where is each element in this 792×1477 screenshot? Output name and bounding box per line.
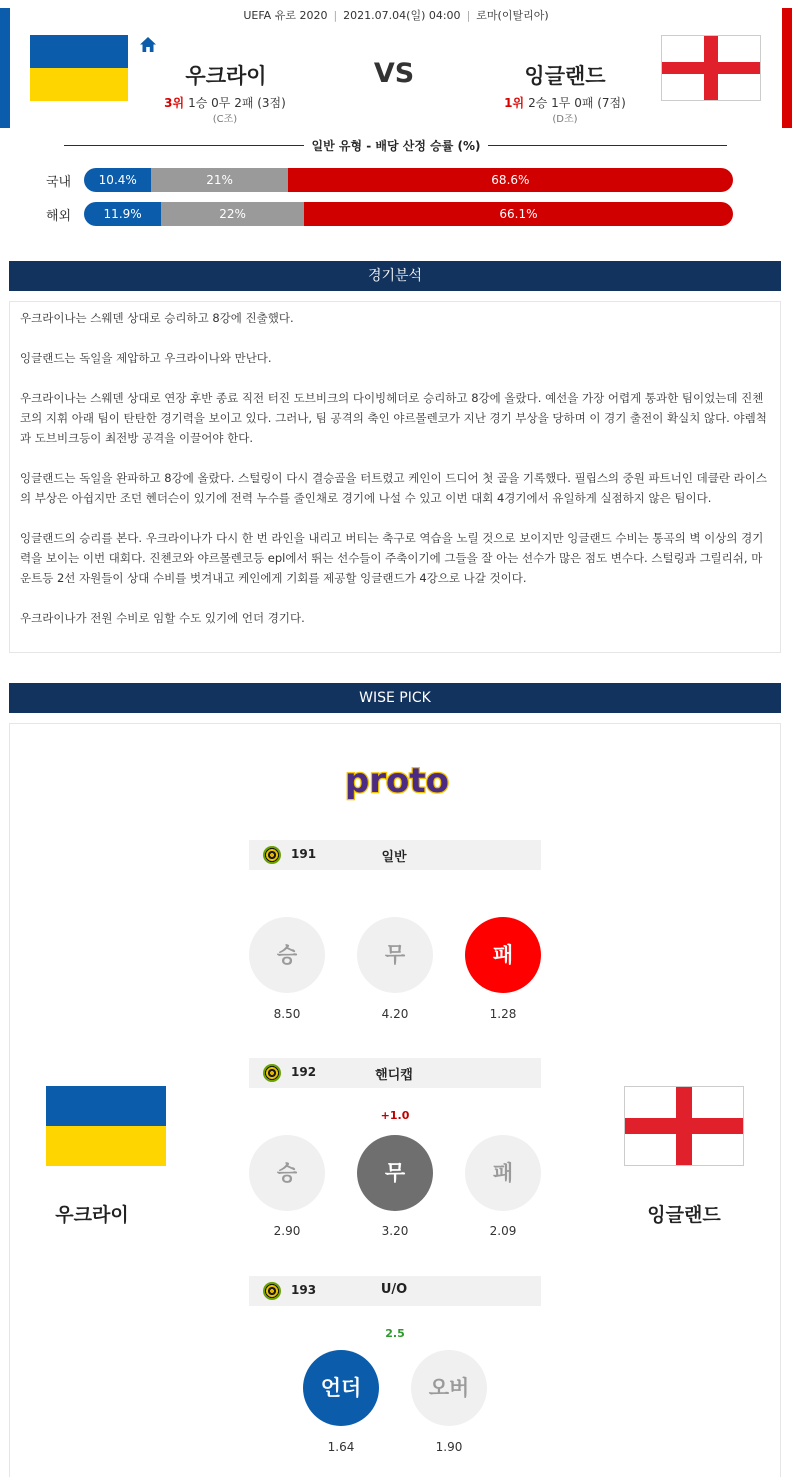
- odds-value: 1.28: [489, 1007, 517, 1021]
- pick-over[interactable]: 오버: [411, 1350, 487, 1426]
- game-header-192: [249, 1058, 541, 1088]
- away-record-text: 2승 1무 0패 (7점): [528, 96, 626, 110]
- away-group: (D조): [552, 114, 578, 125]
- match-venue: 로마(이탈리아): [476, 9, 549, 22]
- home-side-accent: [0, 8, 10, 128]
- target-icon: [263, 1282, 281, 1300]
- pick-under[interactable]: 언더: [303, 1350, 379, 1426]
- game-type: 일반: [381, 850, 407, 865]
- odds-rate-title: 일반 유형 - 배당 산정 승률 (%): [0, 137, 792, 154]
- odds-value: 2.90: [273, 1224, 301, 1238]
- ukraine-flag: [46, 1086, 166, 1166]
- league-name: UEFA 유로 2020: [243, 9, 328, 22]
- home-icon[interactable]: [139, 36, 157, 54]
- handicap-line: +1.0: [380, 1109, 410, 1122]
- home-group: (C조): [212, 114, 238, 125]
- win-segment: 11.9%: [84, 202, 161, 226]
- home-team-name: 우크라이: [55, 1204, 129, 1226]
- odds-value: 4.20: [381, 1007, 409, 1021]
- analysis-paragraph: 잉글랜드는 독일을 완파하고 8강에 올랐다. 스털링이 다시 결승골을 터트렸고 케인이 드디어 첫 골을 기록했다. 필립스의 중원 파트너인 데클란 라이스의 부상은 아쉽지만 조던 헨더슨이 있기에 전력 누수를 줄인채로 경기에 나설 수 있고 이번 대회 4경기에서 유일하게 실점하지 않은 팀이다.: [20, 471, 767, 505]
- over-under-line: 2.5: [385, 1327, 405, 1340]
- wise-pick-header: WISE PICK: [9, 683, 781, 713]
- match-meta: UEFA 유로 2020 | 2021.07.04(일) 04:00 | 로마(이탈리아): [0, 7, 792, 23]
- pick-win[interactable]: 승: [249, 917, 325, 993]
- ukraine-flag: [30, 35, 128, 101]
- target-icon: [263, 1064, 281, 1082]
- game-header-193: [249, 1276, 541, 1306]
- target-icon: [263, 846, 281, 864]
- game-number: 192: [291, 1065, 317, 1079]
- away-team-name: 잉글랜드: [647, 1204, 721, 1226]
- win-segment: 10.4%: [84, 168, 151, 192]
- rate-row-domestic: [0, 168, 792, 192]
- pick-lose[interactable]: 패: [465, 917, 541, 993]
- analysis-body: [9, 301, 781, 653]
- odds-value: 1.90: [435, 1440, 463, 1454]
- game-type: 핸디캡: [375, 1068, 413, 1083]
- rate-bar: [84, 168, 733, 192]
- pick-lose[interactable]: 패: [465, 1135, 541, 1211]
- home-team-name: 우크라이: [185, 64, 267, 88]
- game-number: 191: [291, 847, 317, 861]
- game-header-191: [249, 840, 541, 870]
- away-team-name: 잉글랜드: [524, 64, 606, 88]
- rate-row-overseas: [0, 202, 792, 226]
- away-rank: 1위: [504, 96, 525, 110]
- pick-draw[interactable]: 무: [357, 917, 433, 993]
- away-side-accent: [782, 8, 792, 128]
- rate-label: 해외: [46, 209, 72, 224]
- england-flag: [661, 35, 761, 101]
- analysis-paragraph: 우크라이나는 스웨덴 상대로 승리하고 8강에 진출했다.: [20, 311, 294, 325]
- pick-draw[interactable]: 무: [357, 1135, 433, 1211]
- analysis-paragraph: 잉글랜드의 승리를 본다. 우크라이나가 다시 한 번 라인을 내리고 버티는 축구로 역습을 노릴 것으로 보이지만 잉글랜드 수비는 통곡의 벽 이상의 경기력을 보이는 이번 대회다. 진첸코와 야르몰렌코등 epl에서 뛰는 선수들이 주축이기에 그들을 잘 아는 선수가 많은 점도 변수다. 스털링과 그릴리쉬, 마운트등 2선 자원들이 상대 수비를 벗겨내고 케인에게 기회를 제공할 잉글랜드가 4강으로 나갈 것이다.: [20, 531, 764, 585]
- game-number: 193: [291, 1283, 317, 1297]
- rate-bar: [84, 202, 733, 226]
- proto-logo: [332, 762, 462, 802]
- odds-value: 8.50: [273, 1007, 301, 1021]
- draw-segment: 22%: [161, 202, 304, 226]
- analysis-paragraph: 잉글랜드는 독일을 제압하고 우크라이나와 만난다.: [20, 351, 272, 365]
- home-rank: 3위: [164, 96, 185, 110]
- home-record: [125, 94, 325, 111]
- england-flag: [624, 1086, 744, 1166]
- odds-value: 3.20: [381, 1224, 409, 1238]
- rate-label: 국내: [46, 175, 72, 190]
- draw-segment: 21%: [151, 168, 287, 192]
- analysis-header: 경기분석: [9, 261, 781, 291]
- svg-text:proto: proto: [344, 762, 450, 801]
- analysis-paragraph: 우크라이나는 스웨덴 상대로 연장 후반 종료 직전 터진 도브비크의 다이빙헤더로 승리하고 8강에 올랐다. 예선을 가장 어렵게 통과한 팀이었는데 진첸코의 지휘 아래 팀이 탄탄한 경기력을 보이고 있다. 그러나, 팀 공격의 축인 야르몰렌코가 지난 경기 부상을 당하며 이 경기 출전이 확실치 않다. 야렘척과 도브비크등이 최전방 공격을 이끌어야 한다.: [20, 391, 767, 445]
- vs-label: VS: [373, 58, 415, 89]
- odds-value: 1.64: [327, 1440, 355, 1454]
- home-record-text: 1승 0무 2패 (3점): [188, 96, 286, 110]
- odds-value: 2.09: [489, 1224, 517, 1238]
- analysis-paragraph: 우크라이나가 전원 수비로 임할 수도 있기에 언더 경기다.: [20, 611, 305, 625]
- lose-segment: 66.1%: [304, 202, 733, 226]
- away-record: [465, 94, 665, 111]
- game-type: U/O: [380, 1282, 408, 1297]
- lose-segment: 68.6%: [288, 168, 733, 192]
- pick-win[interactable]: 승: [249, 1135, 325, 1211]
- match-datetime: 2021.07.04(일) 04:00: [343, 9, 461, 22]
